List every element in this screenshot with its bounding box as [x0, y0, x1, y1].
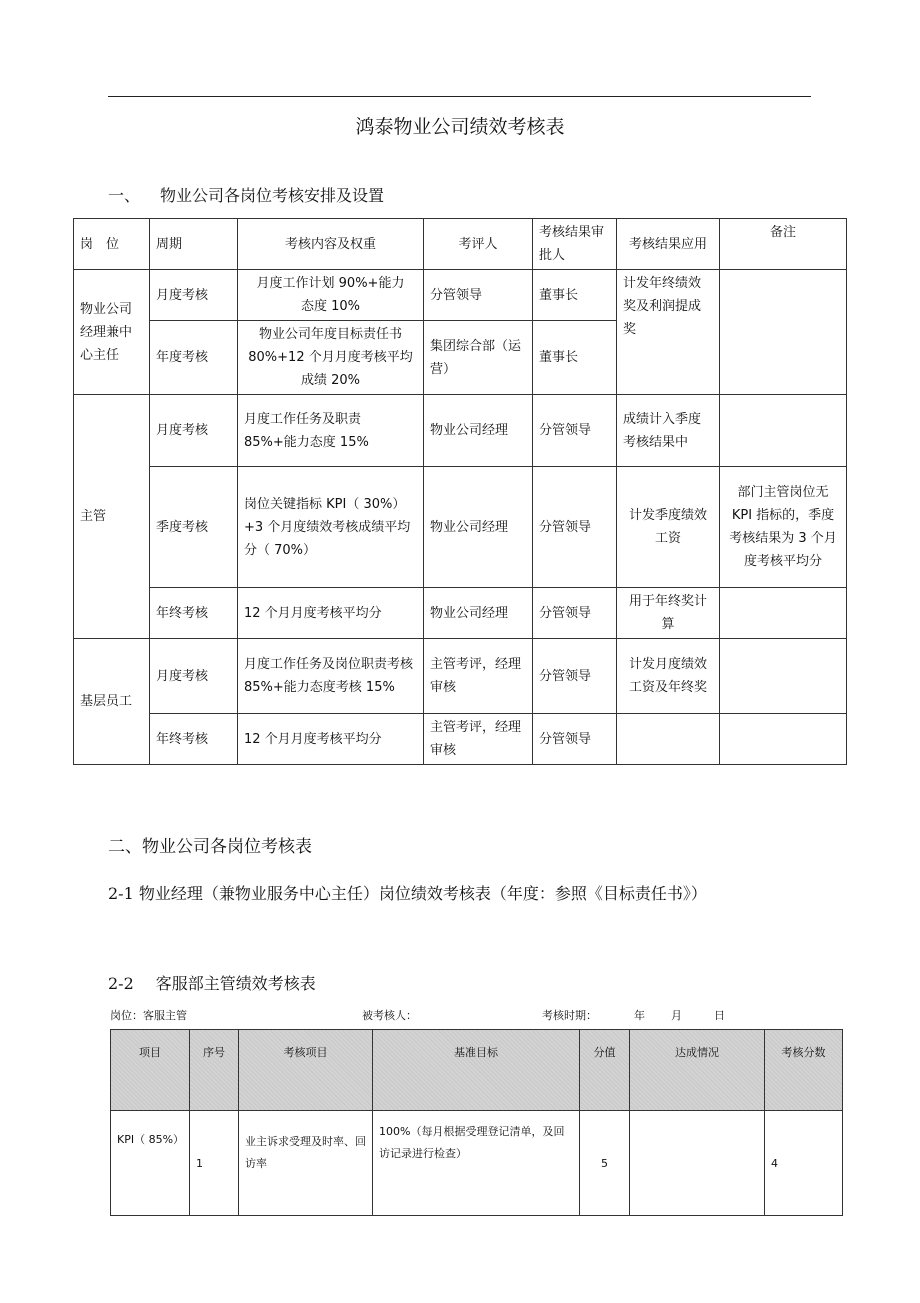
section-2-heading: 二、物业公司各岗位考核表 [108, 837, 312, 857]
subsection-2-2 [108, 971, 316, 994]
remark-cell [720, 270, 847, 395]
project-cell: 业主诉求受理及时率、回访率 [239, 1111, 373, 1216]
period-cell: 月度考核 [150, 395, 238, 467]
evaluator-cell: 主管考评，经理审核 [424, 714, 533, 765]
evaluator-cell: 集团综合部（运营） [424, 321, 533, 395]
period-cell: 年终考核 [150, 588, 238, 639]
table-row [74, 467, 847, 588]
top-rule [108, 96, 811, 97]
content-cell: 12 个月月度考核平均分 [238, 714, 424, 765]
info-position: 岗位：客服主管 [110, 1009, 187, 1022]
application-cell: 计发季度绩效工资 [617, 467, 720, 588]
info-period: 考核时期： [542, 1009, 597, 1022]
target-cell: 100%（每月根据受理登记清单，及回访记录进行检查） [373, 1111, 580, 1216]
content-cell: 月度工作任务及职责 85%+能力态度 15% [238, 395, 424, 467]
header-content: 考核内容及权重 [238, 219, 424, 270]
approver-cell: 董事长 [533, 321, 617, 395]
header-result: 考核分数 [765, 1030, 843, 1111]
evaluator-cell: 物业公司经理 [424, 467, 533, 588]
evaluator-cell: 物业公司经理 [424, 395, 533, 467]
application-cell: 成绩计入季度考核结果中 [617, 395, 720, 467]
header-score: 分值 [580, 1030, 630, 1111]
period-cell: 年终考核 [150, 714, 238, 765]
application-cell: 用于年终奖计算 [617, 588, 720, 639]
evaluator-cell: 分管领导 [424, 270, 533, 321]
supervisor-kpi-table [110, 1029, 843, 1216]
header-evaluator: 考评人 [424, 219, 533, 270]
kpi-item-cell: KPI（ 85%） [111, 1111, 190, 1216]
info-month: 月 [671, 1009, 682, 1022]
header-achievement: 达成情况 [630, 1030, 765, 1111]
header-position: 岗 位 [74, 219, 150, 270]
approver-cell: 分管领导 [533, 467, 617, 588]
section-1-heading [108, 183, 384, 206]
header-approver: 考核结果审批人 [533, 219, 617, 270]
table-row [74, 639, 847, 714]
evaluator-cell: 主管考评，经理审核 [424, 639, 533, 714]
approver-cell: 分管领导 [533, 588, 617, 639]
application-cell [617, 714, 720, 765]
period-cell: 月度考核 [150, 270, 238, 321]
subsection-2-2-title: 客服部主管绩效考核表 [155, 974, 316, 993]
subsection-2-1: 2-1 物业经理（兼物业服务中心主任）岗位绩效考核表（年度：参照《目标责任书》） [108, 884, 707, 903]
section-1-title: 物业公司各岗位考核安排及设置 [160, 186, 385, 205]
header-item: 项目 [111, 1030, 190, 1111]
content-cell: 物业公司年度目标责任书 80%+12 个月月度考核平均成绩 20% [238, 321, 424, 395]
remark-cell [720, 639, 847, 714]
subsection-2-2-number: 2-2 [108, 974, 134, 993]
remark-cell [720, 588, 847, 639]
remark-cell: 部门主管岗位无 KPI 指标的，季度考核结果为 3 个月度考核平均分 [720, 467, 847, 588]
period-cell: 季度考核 [150, 467, 238, 588]
remark-cell [720, 714, 847, 765]
header-application: 考核结果应用 [617, 219, 720, 270]
header-period: 周期 [150, 219, 238, 270]
approver-cell: 董事长 [533, 270, 617, 321]
approver-cell: 分管领导 [533, 639, 617, 714]
info-assessee: 被考核人： [362, 1009, 417, 1022]
table-row [74, 395, 847, 467]
header-project: 考核项目 [239, 1030, 373, 1111]
achievement-cell [630, 1111, 765, 1216]
period-cell: 月度考核 [150, 639, 238, 714]
content-cell: 月度工作任务及岗位职责考核 85%+能力态度考核 15% [238, 639, 424, 714]
table-header-row [74, 219, 847, 270]
score-cell: 5 [580, 1111, 630, 1216]
role-supervisor: 主管 [74, 395, 150, 639]
result-cell: 4 [765, 1111, 843, 1216]
application-cell: 计发月度绩效工资及年终奖 [617, 639, 720, 714]
info-day: 日 [714, 1009, 725, 1022]
approver-cell: 分管领导 [533, 395, 617, 467]
table-row [74, 714, 847, 765]
application-cell: 计发年终绩效奖及利润提成奖 [617, 270, 720, 395]
content-cell: 12 个月月度考核平均分 [238, 588, 424, 639]
info-year: 年 [634, 1009, 645, 1022]
header-target: 基准目标 [373, 1030, 580, 1111]
approver-cell: 分管领导 [533, 714, 617, 765]
section-1-number: 一、 [108, 186, 141, 205]
header-remark: 备注 [720, 219, 847, 270]
content-cell: 月度工作计划 90%+能力 态度 10% [238, 270, 424, 321]
header-seq: 序号 [190, 1030, 239, 1111]
role-staff: 基层员工 [74, 639, 150, 765]
seq-cell: 1 [190, 1111, 239, 1216]
content-cell: 岗位关键指标 KPI（ 30%）+3 个月度绩效考核成绩平均分（ 70%） [238, 467, 424, 588]
table-row [74, 588, 847, 639]
table-row [111, 1111, 843, 1216]
evaluator-cell: 物业公司经理 [424, 588, 533, 639]
period-cell: 年度考核 [150, 321, 238, 395]
table-row [74, 270, 847, 321]
role-manager: 物业公司经理兼中心主任 [74, 270, 150, 395]
table-header-row [111, 1030, 843, 1111]
assessment-arrangement-table [73, 218, 847, 765]
document-title: 鸿泰物业公司绩效考核表 [355, 116, 565, 138]
remark-cell [720, 395, 847, 467]
